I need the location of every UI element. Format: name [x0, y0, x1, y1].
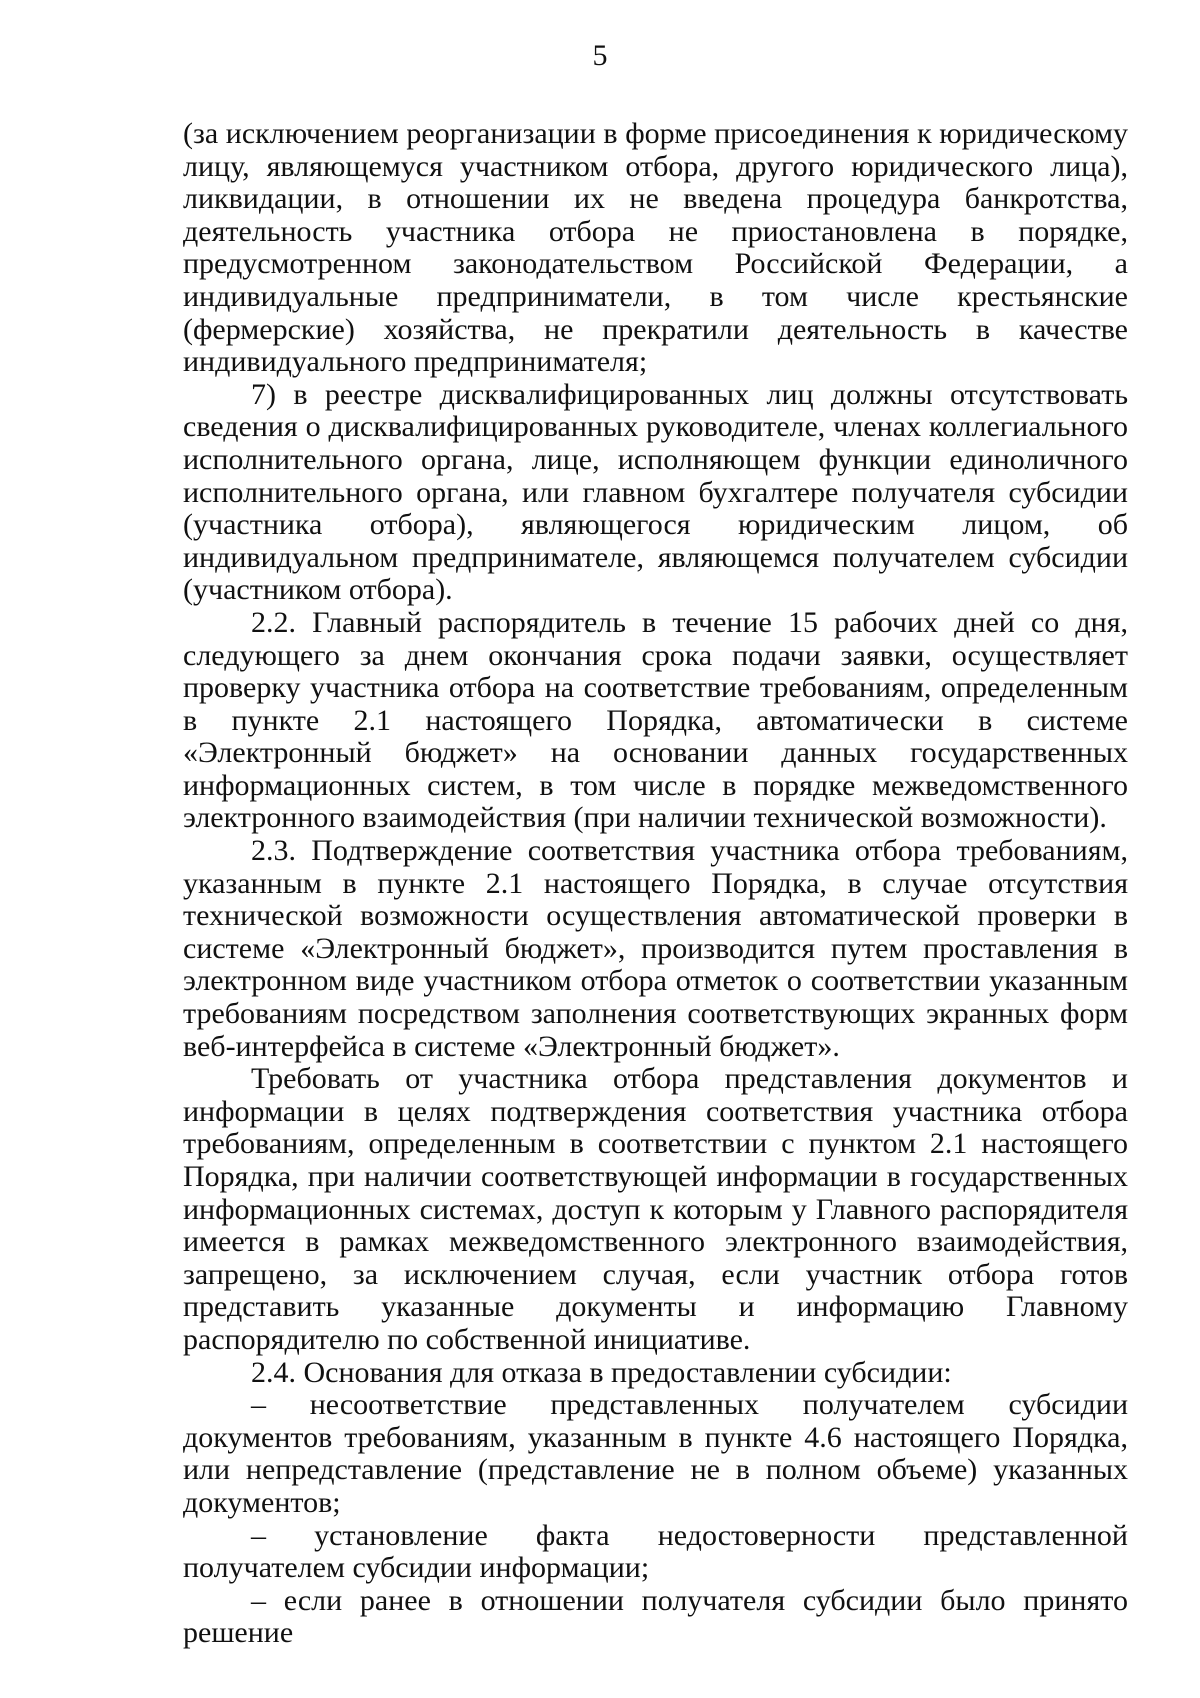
paragraph-2-4-reason-2: – установление факта недостоверности представленной получателем субсидии информации;	[183, 1518, 1128, 1585]
paragraph-2-4-reason-1: – несоответствие представленных получателем субсидии документов требованиям, указанным в пункте 4.6 настоящего Порядка, или непредставление (представление не в полном объеме) указанных документов;	[183, 1388, 1128, 1519]
paragraph-2-4-heading: 2.4. Основания для отказа в предоставлении субсидии:	[251, 1355, 952, 1389]
document-body	[183, 118, 1128, 1650]
paragraph-2-4-reason-3: – если ранее в отношении получателя субсидии было принято решение	[183, 1583, 1128, 1650]
paragraph-2-3: 2.3. Подтверждение соответствия участника отбора требованиям, указанным в пункте 2.1 настоящего Порядка, в случае отсутствия технической возможности осуществления автоматической проверки в системе «Электронный бюджет», производится путем проставления в электронном виде участником отбора отметок о соответствии указанным требованиям посредством заполнения соответствующих экранных форм веб-интерфейса в системе «Электронный бюджет».	[183, 834, 1128, 1063]
paragraph-item-7: 7) в реестре дисквалифицированных лиц должны отсутствовать сведения о дисквалифицированных руководителе, членах коллегиального исполнительного органа, лице, исполняющем функции единоличного исполнительного органа, или главном бухгалтере получателя субсидии (участника отбора), являющегося юридическим лицом, об индивидуальном предпринимателе, являющемся получателем субсидии (участником отбора).	[183, 377, 1128, 607]
paragraph-continuation: (за исключением реорганизации в форме присоединения к юридическому лицу, являющемуся участником отбора, другого юридического лица), ликвидации, в отношении их не введена процедура банкротства, деятельность участника отбора не приостановлена в порядке, предусмотренном законодательством Российской Федерации, а индивидуальные предприниматели, в том числе крестьянские (фермерские) хозяйства, не прекратили деятельность в качестве индивидуального предпринимателя;	[183, 117, 1128, 379]
paragraph-2-2: 2.2. Главный распорядитель в течение 15 рабочих дней со дня, следующего за днем окончания срока подачи заявки, осуществляет проверку участника отбора на соответствие требованиям, определенным в пункте 2.1 настоящего Порядка, автоматически в системе «Электронный бюджет» на основании данных государственных информационных систем, в том числе в порядке межведомственного электронного взаимодействия (при наличии технической возможности).	[183, 605, 1128, 835]
paragraph-2-3-continued: Требовать от участника отбора представления документов и информации в целях подтверждения соответствия участника отбора требованиям, определенным в соответствии с пунктом 2.1 настоящего Порядка, при наличии соответствующей информации в государственных информационных системах, доступ к которым у Главного распорядителя имеется в рамках межведомственного электронного взаимодействия, запрещено, за исключением случая, если участник отбора готов представить указанные документы и информацию Главному распорядителю по собственной инициативе.	[183, 1062, 1128, 1356]
page-number: 5	[592, 39, 608, 72]
